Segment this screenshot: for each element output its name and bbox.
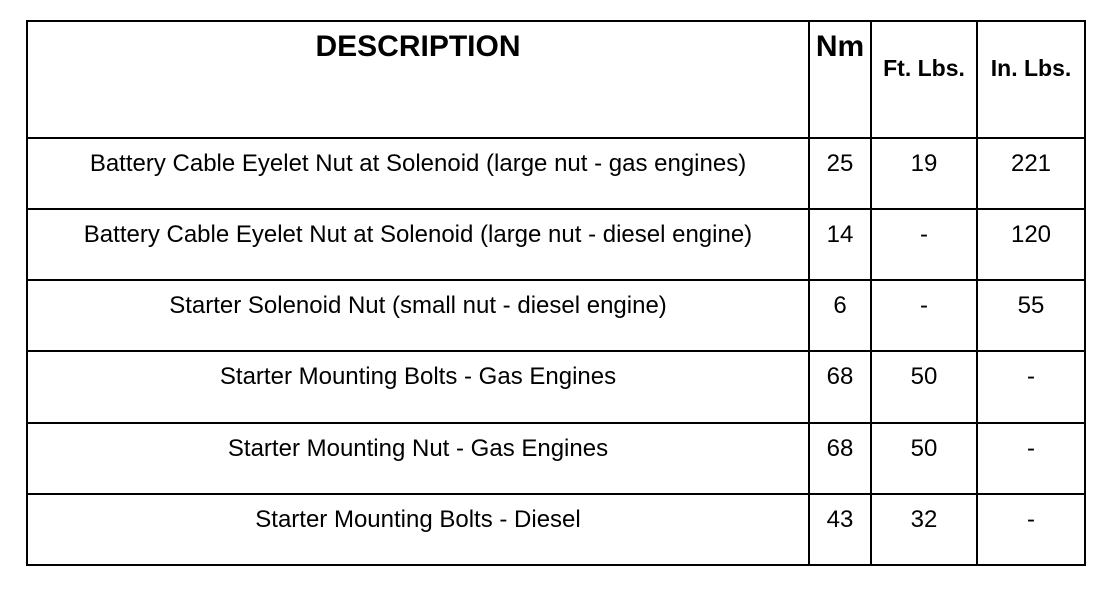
cell-in-lbs: - [977,351,1085,422]
cell-ft-lbs: 50 [871,423,977,494]
header-row [27,21,1085,138]
torque-specification-table [26,20,1086,566]
cell-in-lbs: 120 [977,209,1085,280]
header-nm: Nm [809,21,871,138]
table-row [27,209,1085,280]
cell-description: Starter Mounting Bolts - Diesel [27,494,809,565]
cell-in-lbs: 55 [977,280,1085,351]
cell-in-lbs: 221 [977,138,1085,209]
cell-description: Starter Mounting Nut - Gas Engines [27,423,809,494]
table-row [27,494,1085,565]
header-ft-lbs: Ft. Lbs. [871,21,977,138]
cell-in-lbs: - [977,423,1085,494]
table-row [27,423,1085,494]
cell-description: Battery Cable Eyelet Nut at Solenoid (large nut - gas engines) [27,138,809,209]
cell-ft-lbs: 50 [871,351,977,422]
cell-description: Battery Cable Eyelet Nut at Solenoid (large nut - diesel engine) [27,209,809,280]
table-row [27,138,1085,209]
cell-ft-lbs: 32 [871,494,977,565]
cell-nm: 14 [809,209,871,280]
header-in-lbs: In. Lbs. [977,21,1085,138]
cell-ft-lbs: - [871,209,977,280]
cell-description: Starter Solenoid Nut (small nut - diesel engine) [27,280,809,351]
table-row [27,351,1085,422]
cell-ft-lbs: 19 [871,138,977,209]
cell-nm: 68 [809,351,871,422]
cell-ft-lbs: - [871,280,977,351]
cell-nm: 43 [809,494,871,565]
cell-description: Starter Mounting Bolts - Gas Engines [27,351,809,422]
cell-nm: 6 [809,280,871,351]
cell-in-lbs: - [977,494,1085,565]
table-row [27,280,1085,351]
cell-nm: 68 [809,423,871,494]
header-description: DESCRIPTION [27,21,809,138]
cell-nm: 25 [809,138,871,209]
